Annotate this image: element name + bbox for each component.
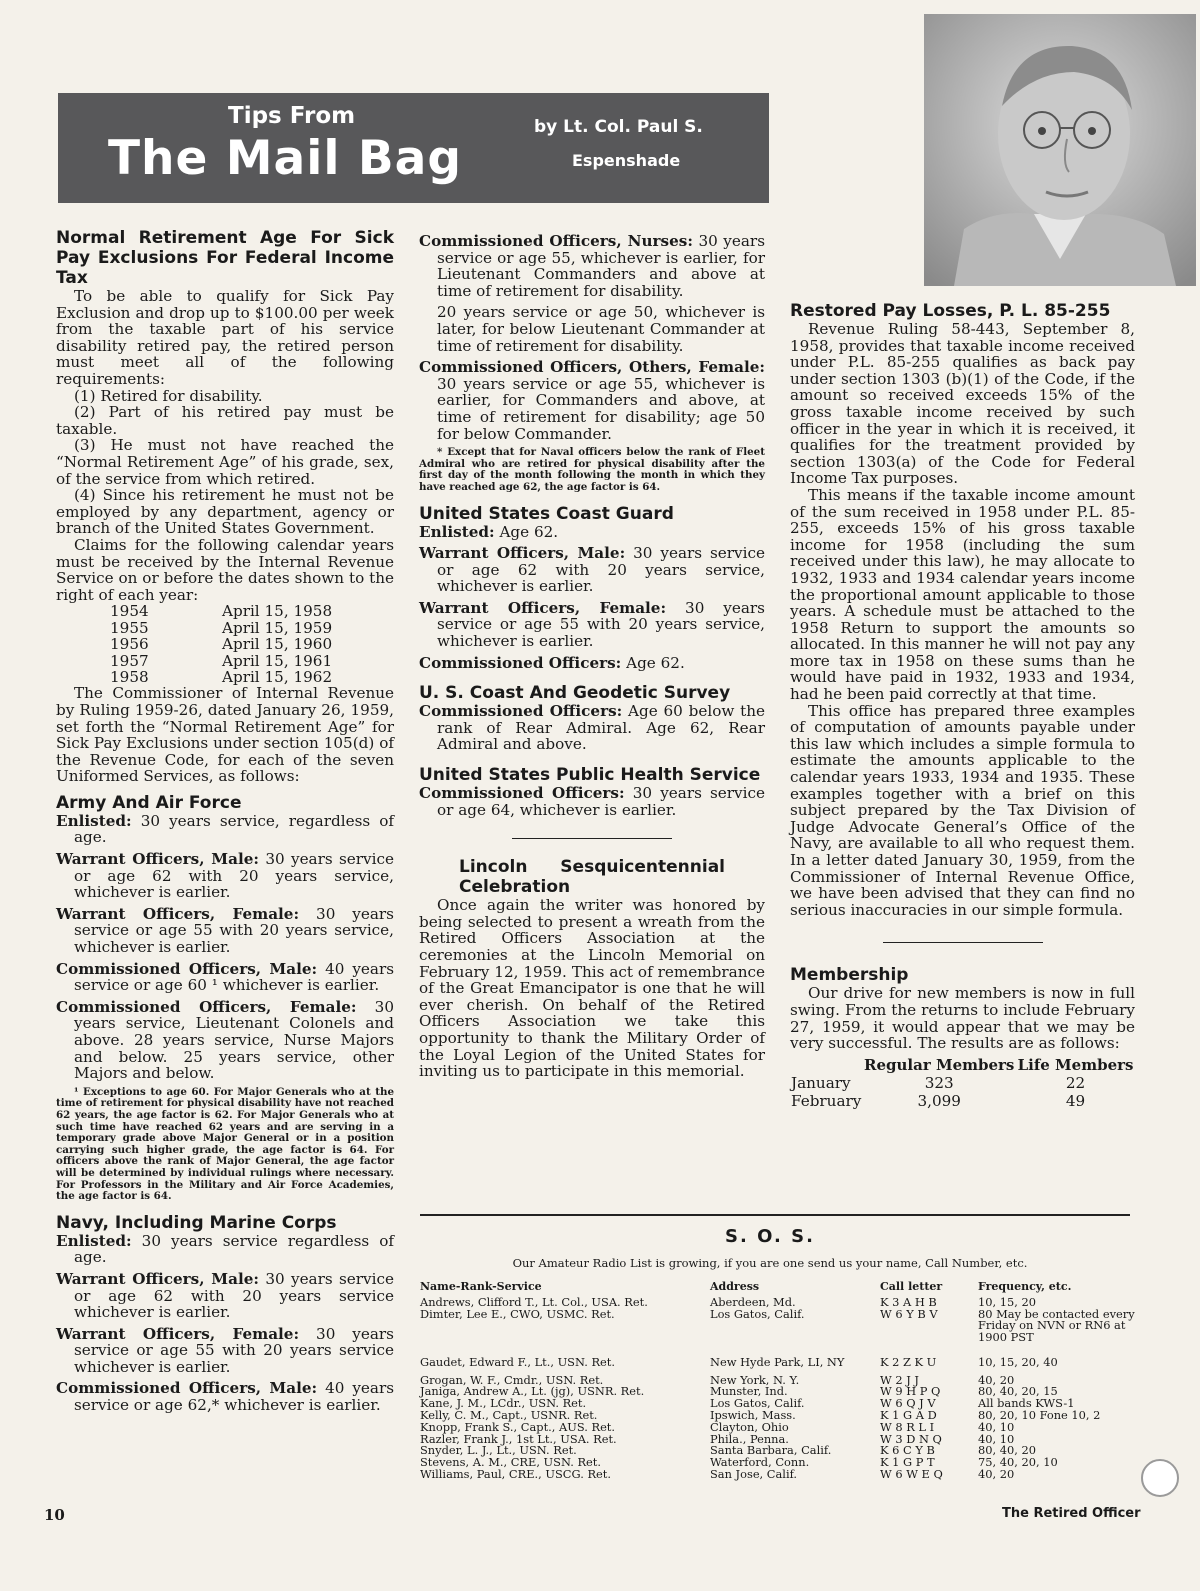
sos-frequency: 40, 20 — [978, 1372, 1015, 1387]
table-row — [110, 603, 332, 619]
army-footnote: ¹ Exceptions to age 60. For Major Generals who at the time of retirement for physical disability have not reached 62 years, the age factor is 62. For Major Generals who at such time have reached 62 years and are serving in a temporary grade above Major General or in a position carrying such higher grade, the age factor is 64. For officers above the rank of Major General, the age factor will be determined by individual rulings where necessary. For Professors in the Military and Air Force Academies, the age factor is 64. — [56, 1085, 394, 1203]
requirement-3: (3) He must not have reached the “Normal Retirement Age” of his grade, sex, of the service from which retired. — [56, 436, 394, 488]
heading-navy: Navy, Including Marine Corps — [56, 1212, 337, 1233]
sos-name: Gaudet, Edward F., Lt., USN. Ret. — [420, 1354, 615, 1369]
army-item-text: 30 years service, regardless of age. — [74, 811, 394, 847]
membership-life: 49 — [1065, 1092, 1086, 1111]
requirement-1: (1) Retired for disability. — [74, 386, 263, 405]
public-health-text: 30 years service or age 64, whichever is earlier. — [437, 784, 765, 819]
claim-deadline: April 15, 1959 — [222, 618, 333, 637]
publication-name: The Retired Officer — [1002, 1506, 1141, 1521]
claim-year: 1958 — [110, 667, 149, 686]
paragraph-claims: Claims for the following calendar years must be received by the Internal Revenue Service on or before the dates shown to the right of each year: — [56, 535, 394, 604]
heading-public-health-service: United States Public Health Service — [419, 765, 761, 786]
header-banner — [58, 93, 769, 203]
sos-address: Ipswich, Mass. — [710, 1407, 796, 1422]
army-item-label: Warrant Officers, Female: — [56, 904, 300, 923]
army-item-label: Commissioned Officers, Male: — [56, 959, 318, 978]
sos-call: W 6 Q J V — [880, 1396, 936, 1411]
army-item — [56, 961, 394, 994]
sos-address: Santa Barbara, Calif. — [710, 1443, 832, 1458]
header-tips-from: Tips From — [228, 103, 356, 129]
public-health-label: Commissioned Officers: — [419, 784, 625, 803]
sos-col-frequency: Frequency, etc. — [978, 1280, 1072, 1293]
geodetic-survey-text: Age 60 below the rank of Rear Admiral. Age 62, Rear Admiral and above. — [437, 702, 765, 754]
paragraph-membership: Our drive for new members is now in full swing. From the returns to include February 27, 1959, it would appear that we may be very successful. The results are as follows: — [790, 984, 1135, 1053]
membership-col-regular: Regular Members — [864, 1055, 1015, 1074]
table-row — [110, 669, 332, 685]
sos-name: Andrews, Clifford T., Lt. Col., USA. Ret. — [420, 1294, 648, 1309]
membership-life: 22 — [1065, 1074, 1086, 1093]
table-row — [790, 1092, 1135, 1110]
header-byline-name: Espenshade — [572, 151, 681, 170]
table-row — [420, 1469, 1138, 1481]
army-item — [56, 906, 394, 956]
navy-item — [56, 1271, 394, 1321]
sos-intro: Our Amateur Radio List is growing, if you are one send us your name, Call Number, etc. — [512, 1256, 1028, 1270]
heading-sick-pay: Normal Retirement Age For Sick Pay Exclusions For Federal Income Tax — [56, 228, 394, 288]
coast-guard-item-label: Enlisted: — [419, 522, 495, 541]
sos-frequency: 40, 20 — [978, 1466, 1015, 1481]
sos-address: San Jose, Calif. — [710, 1466, 798, 1481]
membership-regular: 3,099 — [917, 1092, 961, 1111]
sos-top-rule — [420, 1214, 1130, 1216]
paragraph-commissioner-ruling: The Commissioner of Internal Revenue by Ruling 1959-26, dated January 26, 1959, set forth the “Normal Retirement Age” for Sick Pay Exclusions under section 105(d) of the Revenue Code, for each of the seven Uniformed Services, as follows: — [56, 684, 394, 786]
heading-coast-guard: United States Coast Guard — [419, 503, 674, 524]
coast-guard-item-text: Age 62. — [621, 653, 685, 672]
sos-frequency: 80, 20, 10 Fone 10, 2 — [978, 1407, 1101, 1422]
sos-address: New Hyde Park, LI, NY — [710, 1354, 845, 1369]
claim-deadlines-table — [110, 603, 332, 685]
membership-month: January — [791, 1074, 851, 1093]
claim-year: 1956 — [110, 635, 149, 654]
sos-name: Razler, Frank J., 1st Lt., USA. Ret. — [420, 1431, 617, 1446]
membership-month: February — [791, 1092, 862, 1111]
table-row — [110, 620, 332, 636]
navy-others-female — [419, 359, 765, 442]
sos-col-name: Name-Rank-Service — [420, 1280, 542, 1293]
sos-address: Waterford, Conn. — [710, 1455, 810, 1470]
claim-year: 1955 — [110, 618, 149, 637]
navy-item-text: 30 years service or age 62 with 20 years service whichever is earlier. — [74, 1269, 394, 1322]
table-row — [790, 1074, 1135, 1092]
table-row — [110, 653, 332, 669]
navy-item — [56, 1380, 394, 1413]
heading-restored-pay: Restored Pay Losses, P. L. 85-255 — [790, 301, 1111, 321]
sos-name: Dimter, Lee E., CWO, USMC. Ret. — [420, 1306, 615, 1321]
sos-col-call: Call letter — [880, 1280, 943, 1293]
navy-item-text: 30 years service or age 55 with 20 years service whichever is earlier. — [74, 1324, 394, 1376]
heading-lincoln: Lincoln Sesquicentennial Celebration — [459, 857, 725, 898]
navy-nurses-label: Commissioned Officers, Nurses: — [419, 232, 693, 250]
coast-guard-item — [419, 600, 765, 650]
claim-deadline: April 15, 1961 — [222, 651, 333, 670]
army-item-text: 30 years service or age 55 with 20 years service, whichever is earlier. — [74, 904, 394, 957]
author-portrait-photo — [924, 14, 1196, 286]
sos-frequency: 75, 40, 20, 10 — [978, 1455, 1058, 1470]
paragraph-sick-pay-intro: To be able to qualify for Sick Pay Exclusion and drop up to $100.00 per week from the taxable part of his service disability retired pay, the retired person must meet all of the following requirements: — [56, 287, 394, 388]
navy-item-text: 40 years service or age 62,* whichever is earlier. — [74, 1379, 394, 1415]
sos-name: Kane, J. M., LCdr., USN. Ret. — [420, 1396, 587, 1411]
heading-membership: Membership — [790, 965, 909, 986]
requirement-2: (2) Part of his retired pay must be taxable. — [56, 403, 394, 438]
sos-name: Snyder, L. J., Lt., USN. Ret. — [420, 1443, 577, 1458]
sos-address: Los Gatos, Calif. — [710, 1306, 805, 1321]
geodetic-survey-label: Commissioned Officers: — [419, 702, 623, 721]
navy-others-label: Commissioned Officers, Others, Female: — [419, 358, 765, 377]
sos-address: Munster, Ind. — [710, 1384, 788, 1399]
sos-frequency: 40, 10 — [978, 1431, 1015, 1446]
navy-item-label: Warrant Officers, Male: — [56, 1269, 259, 1288]
paragraph-restored-pay-2: This means if the taxable income amount of the sum received in 1958 under P.L. 85-255, exceeds 15% of his gross taxable income for 1958 (including the sum received under this law), he may allocate to 1932, 1933 and 1934 calendar years income the proportional amount applicable to those years. A schedule must be attached to the 1958 Return to support the amounts so allocated. In this manner he will not pay any more tax in 1958 on these sums than he would have paid in 1932, 1933 and 1934, had he been paid correctly at that time. — [790, 485, 1135, 704]
army-item — [56, 813, 394, 846]
sos-frequency: 40, 10 — [978, 1419, 1015, 1434]
column-3 — [790, 301, 1135, 1110]
sos-frequency: 80 May be contacted every Friday on NVN or RN6 at 1900 PST — [978, 1306, 1135, 1345]
header-title: The Mail Bag — [108, 131, 463, 186]
sos-frequency: 80, 40, 20 — [978, 1443, 1036, 1458]
sos-address: Aberdeen, Md. — [710, 1294, 796, 1309]
coast-guard-item-label: Commissioned Officers: — [419, 653, 622, 672]
sos-col-address: Address — [710, 1280, 760, 1293]
coast-guard-item — [419, 655, 765, 672]
heading-geodetic-survey: U. S. Coast And Geodetic Survey — [419, 683, 731, 704]
coast-guard-item-text: 30 years service or age 55 with 20 years service, whichever is earlier. — [437, 598, 765, 651]
page-number: 10 — [44, 1506, 65, 1524]
army-item-label: Warrant Officers, Male: — [56, 850, 259, 869]
sos-frequency: 10, 15, 20, 40 — [978, 1354, 1058, 1369]
claim-deadline: April 15, 1960 — [222, 635, 333, 654]
geodetic-survey-item — [419, 703, 765, 753]
table-row — [790, 1056, 1135, 1075]
navy-item-text: 30 years service regardless of age. — [74, 1231, 394, 1267]
sos-name: Williams, Paul, CRE., USCG. Ret. — [420, 1466, 611, 1481]
table-row — [420, 1357, 1138, 1375]
sos-address: Los Gatos, Calif. — [710, 1396, 805, 1411]
coast-guard-item-text: Age 62. — [494, 522, 559, 541]
sos-frequency: All bands KWS-1 — [978, 1396, 1075, 1411]
navy-others-text: 30 years service or age 55, whichever is earlier, for Commanders and above, at time of retirement for disability; age 50 for below Commander. — [437, 374, 765, 443]
coast-guard-item-label: Warrant Officers, Female: — [419, 598, 667, 617]
navy-item — [56, 1233, 394, 1266]
membership-regular: 323 — [924, 1074, 954, 1093]
requirement-4: (4) Since his retirement he must not be employed by any department, agency or branch of the United States Government. — [56, 486, 394, 538]
section-divider — [512, 838, 672, 839]
coast-guard-item-label: Warrant Officers, Male: — [419, 544, 626, 563]
coast-guard-item — [419, 545, 765, 595]
membership-table — [790, 1056, 1135, 1111]
column-1 — [56, 228, 394, 1419]
punch-hole-bottom — [1141, 1459, 1179, 1497]
sos-call: K 1 G P T — [880, 1455, 935, 1470]
sos-call: W 2 J J — [880, 1372, 919, 1387]
sos-address: Phila., Penna. — [710, 1431, 789, 1446]
sos-address: Clayton, Ohio — [710, 1419, 789, 1434]
column-2 — [419, 233, 765, 1080]
paragraph-restored-pay-1: Revenue Ruling 58-443, September 8, 1958, provides that taxable income received under P.L. 85-255 qualifies as back pay under section 1303 (b)(1) of the Code, if the amount so received exceeds 15% of the gross taxable income received by such officer in the year in which it is received, it qualifies for the treatment provided by section 1303(a) of the Code for Federal Income Tax purposes. — [790, 320, 1135, 488]
navy-nurses-text: 30 years service or age 55, whichever is earlier, for Lieutenant Commanders and above at time of retirement for disability. — [437, 232, 765, 300]
navy-item — [56, 1326, 394, 1376]
sos-address: New York, N. Y. — [710, 1372, 800, 1387]
heading-army-air-force: Army And Air Force — [56, 792, 242, 813]
army-item — [56, 999, 394, 1082]
claim-deadline: April 15, 1958 — [222, 602, 333, 621]
sos-call: W 8 R L I — [880, 1419, 935, 1434]
public-health-item — [419, 785, 765, 818]
army-item — [56, 851, 394, 901]
table-row — [420, 1309, 1138, 1357]
army-item-label: Commissioned Officers, Female: — [56, 997, 357, 1016]
coast-guard-item-text: 30 years service or age 62 with 20 years service, whichever is earlier. — [437, 544, 765, 596]
navy-footnote: * Except that for Naval officers below the rank of Fleet Admiral who are retired for physical disability after the first day of the month following the month in which they have reached age 62, the age factor is 64. — [419, 446, 765, 493]
army-item-label: Enlisted: — [56, 811, 132, 830]
paragraph-restored-pay-3: This office has prepared three examples of computation of amounts payable under this law which includes a simple formula to estimate the amounts applicable to the calendar years 1933, 1934 and 1935. These examples together with a brief on this subject prepared by the Tax Division of Judge Advocate General’s Office of the Navy, are available to all who request them. In a letter dated January 30, 1959, from the Commissioner of Internal Revenue Office, we have been advised that they can find no serious inaccuracies in our simple formula. — [790, 701, 1135, 919]
sos-call: W 9 H P Q — [880, 1384, 941, 1399]
sos-frequency: 10, 15, 20 — [978, 1294, 1036, 1309]
sos-call: K 3 A H B — [880, 1294, 937, 1309]
header-byline: by Lt. Col. Paul S. — [534, 117, 703, 137]
amateur-radio-list — [420, 1281, 1138, 1481]
sos-call: W 3 D N Q — [880, 1431, 942, 1446]
table-row — [110, 636, 332, 652]
claim-deadline: April 15, 1962 — [222, 667, 333, 686]
sos-name: Knopp, Frank S., Capt., AUS. Ret. — [420, 1419, 616, 1434]
sos-name: Kelly, C. M., Capt., USNR. Ret. — [420, 1407, 598, 1422]
sos-call: K 2 Z K U — [880, 1354, 937, 1369]
army-item-text: 30 years service, Lieutenant Colonels and above. 28 years service, Nurse Majors and below. 25 years service, other Majors and below. — [74, 997, 394, 1083]
navy-nurses-text-2: 20 years service or age 50, whichever is later, for below Lieutenant Commander at time of retirement for disability. — [437, 303, 765, 355]
sos-call: W 6 Y B V — [880, 1306, 938, 1321]
membership-col-life: Life Members — [1017, 1055, 1134, 1074]
sos-frequency: 80, 40, 20, 15 — [978, 1384, 1058, 1399]
claim-year: 1954 — [110, 602, 149, 621]
sos-name: Grogan, W. F., Cmdr., USN. Ret. — [420, 1372, 604, 1387]
sos-call: K 6 C Y B — [880, 1443, 935, 1458]
sos-call: K 1 G A D — [880, 1407, 937, 1422]
navy-nurses — [419, 233, 765, 299]
sos-heading: S. O. S. — [725, 1226, 815, 1247]
sos-call: W 6 W E Q — [880, 1466, 943, 1481]
navy-item-label: Commissioned Officers, Male: — [56, 1379, 318, 1398]
paragraph-lincoln: Once again the writer was honored by being selected to present a wreath from the Retired Officers Association at the ceremonies at the Lincoln Memorial on February 12, 1959. This act of remembrance of the Great Emancipator is one that he will ever cherish. On behalf of the Retired Officers Association we take this opportunity to thank the Military Order of the Loyal Legion of the United States for inviting us to participate in this memorial. — [419, 896, 765, 1081]
navy-item-label: Warrant Officers, Female: — [56, 1324, 300, 1343]
coast-guard-item — [419, 524, 765, 541]
sos-name: Janiga, Andrew A., Lt. (jg), USNR. Ret. — [420, 1384, 645, 1399]
army-item-text: 30 years service or age 62 with 20 years service, whichever is earlier. — [74, 850, 394, 902]
sos-name: Stevens, A. M., CRE, USN. Ret. — [420, 1455, 601, 1470]
claim-year: 1957 — [110, 651, 149, 670]
navy-item-label: Enlisted: — [56, 1231, 132, 1250]
army-item-text: 40 years service or age 60 ¹ whichever is earlier. — [74, 959, 394, 995]
section-divider — [883, 942, 1043, 943]
